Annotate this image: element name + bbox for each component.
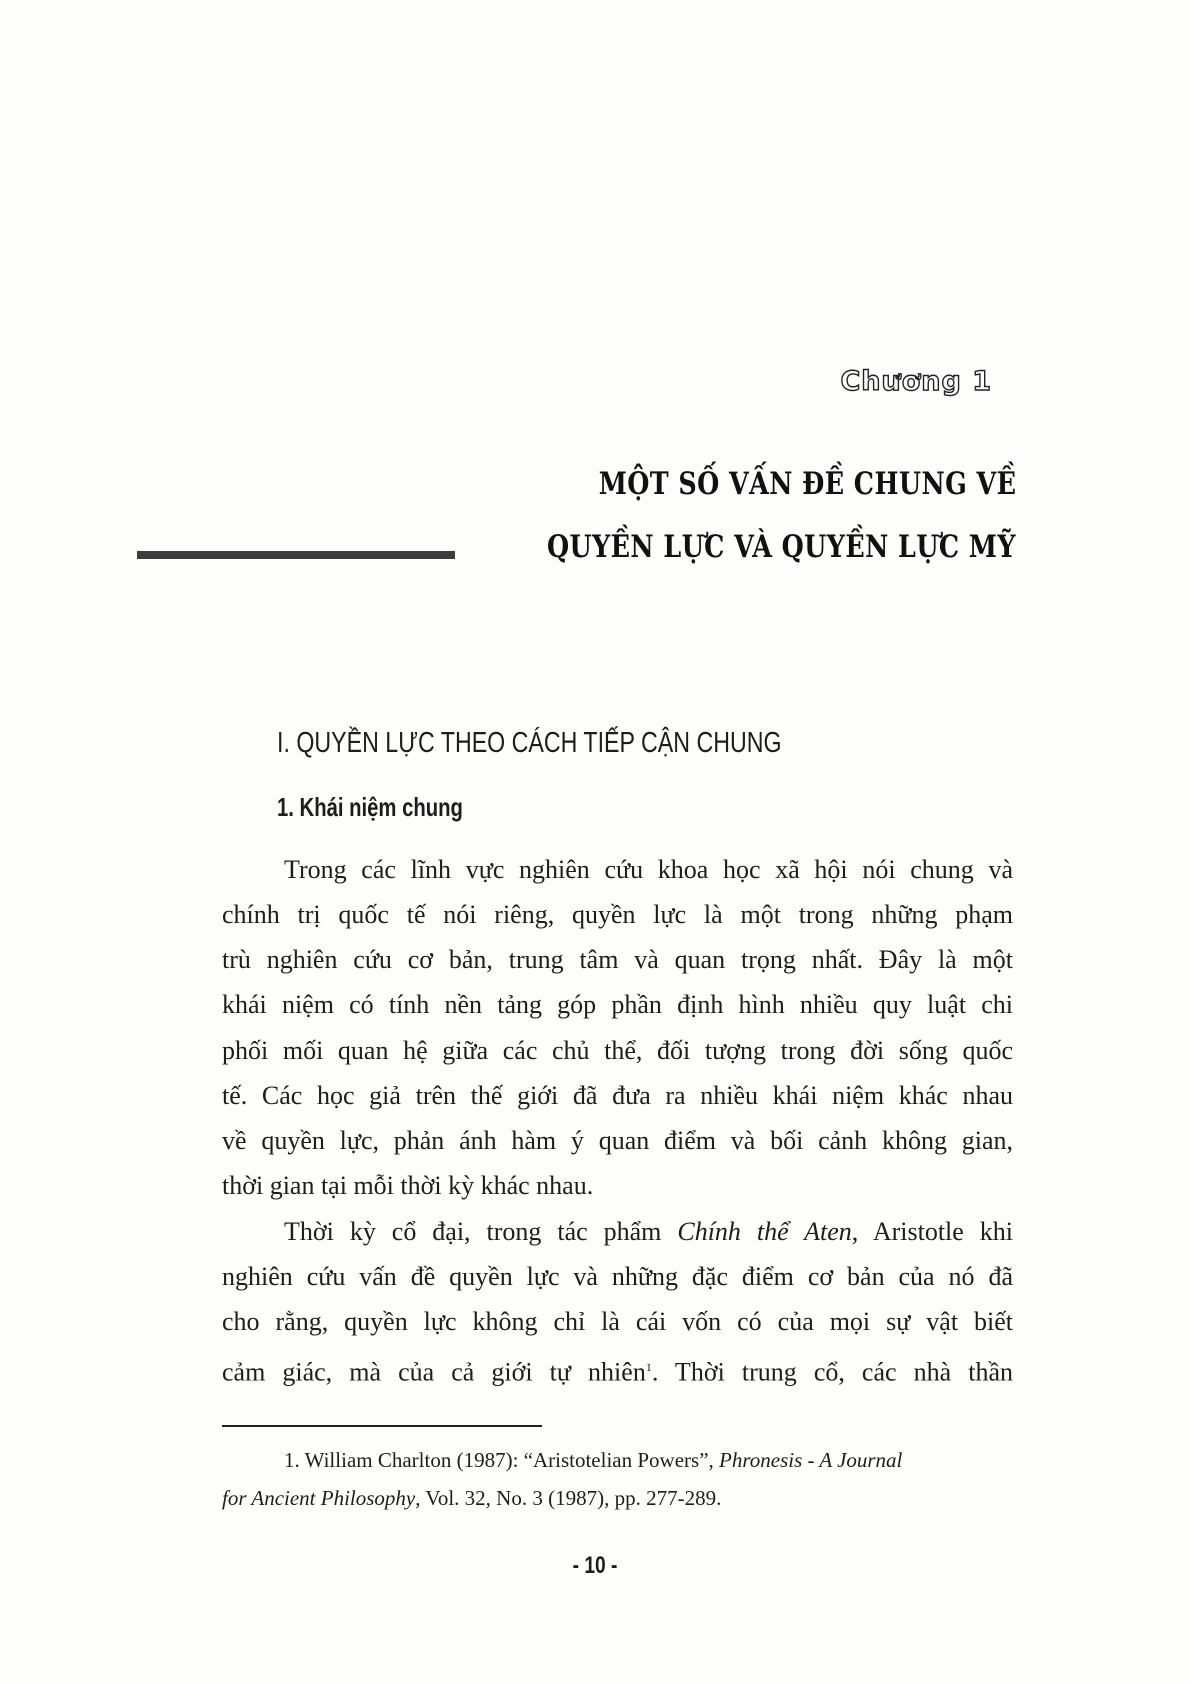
footnote-separator [222,1425,542,1427]
section-heading: I. QUYỀN LỰC THEO CÁCH TIẾP CẬN CHUNG [277,727,782,759]
text: cảm giác, mà của cả giới tự nhiên [222,1357,646,1387]
subheading: 1. Khái niệm chung [277,792,463,822]
paragraph-line: tế. Các học giả trên thế giới đã đưa ra nhiều khái niệm khác nhau [222,1081,1013,1110]
paragraph-line: về quyền lực, phản ánh hàm ý quan điểm và bối cảnh không gian, [222,1126,1013,1155]
title-decorative-bar [137,551,455,559]
paragraph-line [222,1352,1013,1388]
text: Thời kỳ cổ đại, trong tác phẩm [284,1217,678,1246]
paragraph-line: Trong các lĩnh vực nghiên cứu khoa học xã hội nói chung và [284,855,1013,884]
footnote-line-2 [222,1486,721,1511]
paragraph-line: phối mối quan hệ giữa các chủ thể, đối tượng trong đời sống quốc [222,1036,1013,1065]
footnote-ref[interactable]: 1 [645,1360,652,1374]
work-title: Chính thể Aten [677,1217,852,1246]
paragraph-line: khái niệm có tính nền tảng góp phần định hình nhiều quy luật chi [222,990,1013,1019]
text: , Vol. 32, No. 3 (1987), pp. 277-289. [415,1486,722,1510]
paragraph-line [284,1217,1013,1247]
journal-name: for Ancient Philosophy [222,1486,416,1510]
text: 1. William Charlton (1987): “Aristotelian Powers”, [284,1448,720,1472]
paragraph-line: trù nghiên cứu cơ bản, trung tâm và quan trọng nhất. Đây là một [222,945,1013,974]
page-number: - 10 - [572,1552,618,1579]
paragraph-line: cho rằng, quyền lực không chỉ là cái vốn có của mọi sự vật biết [222,1307,1013,1336]
text: . Thời trung cổ, các nhà thần [651,1357,1013,1387]
paragraph-line: nghiên cứu vấn đề quyền lực và những đặc điểm cơ bản của nó đã [222,1262,1013,1291]
text: , Aristotle khi [851,1217,1013,1246]
chapter-title-line-1: MỘT SỐ VẤN ĐỀ CHUNG VỀ [598,466,1016,502]
chapter-label: Chương 1 [840,366,992,397]
paragraph-line: chính trị quốc tế nói riêng, quyền lực là một trong những phạm [222,900,1013,929]
paragraph-line: thời gian tại mỗi thời kỳ khác nhau. [222,1171,594,1200]
chapter-title-line-2: QUYỀN LỰC VÀ QUYỀN LỰC MỸ [547,529,1016,565]
footnote-line-1 [284,1448,902,1473]
journal-name: Phronesis - A Journal [719,1448,903,1472]
